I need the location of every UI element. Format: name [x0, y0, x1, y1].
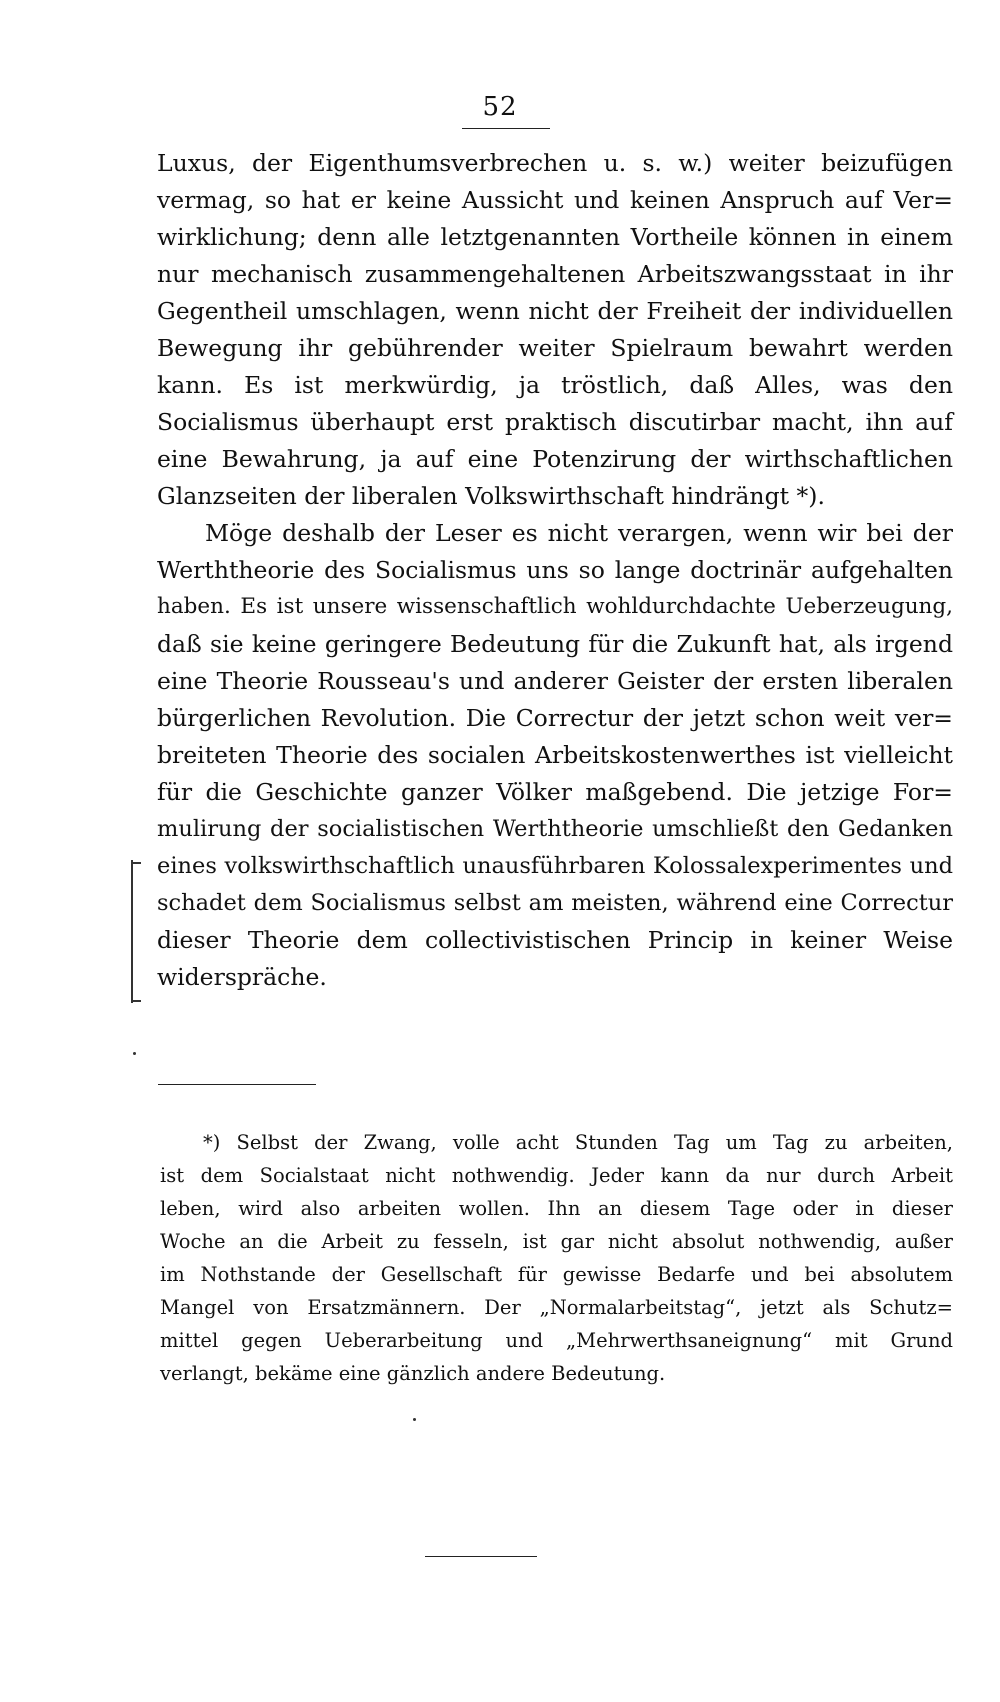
bottom-rule: [425, 1556, 537, 1557]
ink-speck: [133, 1052, 136, 1055]
header-rule: [462, 128, 550, 129]
body-line: schadet dem Socialismus selbst am meisten, während eine Correctur: [157, 890, 953, 916]
body-line: Socialismus überhaupt erst praktisch discutirbar macht, ihn auf: [157, 408, 953, 436]
footnote-line: verlangt, bekäme eine gänzlich andere Bedeutung.: [160, 1362, 666, 1385]
body-line: eine Bewahrung, ja auf eine Potenzirung der wirthschaftlichen: [157, 445, 953, 473]
body-line: Bewegung ihr gebührender weiter Spielraum bewahrt werden: [157, 334, 953, 362]
body-line: nur mechanisch zusammengehaltenen Arbeitszwangsstaat in ihr: [157, 260, 953, 288]
body-line: haben. Es ist unsere wissenschaftlich wohldurchdachte Ueberzeugung,: [157, 594, 953, 619]
body-line: vermag, so hat er keine Aussicht und keinen Anspruch auf Ver=: [157, 186, 953, 214]
body-line: eines volkswirthschaftlich unausführbaren Kolossalexperimentes und: [157, 853, 953, 879]
footnote-rule: [158, 1084, 316, 1085]
body-line: kann. Es ist merkwürdig, ja tröstlich, daß Alles, was den: [157, 371, 953, 399]
body-line: breiteten Theorie des socialen Arbeitskostenwerthes ist vielleicht: [157, 741, 953, 769]
body-line: Luxus, der Eigenthumsverbrechen u. s. w.) weiter beizufügen: [157, 149, 953, 177]
ink-speck: [413, 1418, 416, 1421]
footnote-line: im Nothstande der Gesellschaft für gewisse Bedarfe und bei absolutem: [160, 1263, 953, 1286]
footnote-line: mittel gegen Ueberarbeitung und „Mehrwerthsaneignung“ mit Grund: [160, 1329, 953, 1352]
body-line: Möge deshalb der Leser es nicht verargen, wenn wir bei der: [205, 519, 953, 547]
margin-bracket-mark: [131, 860, 133, 1003]
body-line: daß sie keine geringere Bedeutung für die Zukunft hat, als irgend: [157, 630, 953, 658]
footnote-line: ist dem Socialstaat nicht nothwendig. Jeder kann da nur durch Arbeit: [160, 1164, 953, 1187]
footnote-line: *) Selbst der Zwang, volle acht Stunden Tag um Tag zu arbeiten,: [203, 1131, 953, 1154]
body-line: Glanzseiten der liberalen Volkswirthschaft hindrängt *).: [157, 482, 825, 510]
body-line: wirklichung; denn alle letztgenannten Vortheile können in einem: [157, 223, 953, 251]
body-line: bürgerlichen Revolution. Die Correctur der jetzt schon weit ver=: [157, 704, 953, 732]
footnote-line: Mangel von Ersatzmännern. Der „Normalarbeitstag“, jetzt als Schutz=: [160, 1296, 953, 1319]
footnote-line: Woche an die Arbeit zu fesseln, ist gar nicht absolut nothwendig, außer: [160, 1230, 953, 1253]
body-line: Gegentheil umschlagen, wenn nicht der Freiheit der individuellen: [157, 297, 953, 325]
body-line: für die Geschichte ganzer Völker maßgebend. Die jetzige For=: [157, 778, 953, 806]
body-line: dieser Theorie dem collectivistischen Princip in keiner Weise: [157, 926, 953, 954]
footnote-line: leben, wird also arbeiten wollen. Ihn an diesem Tage oder in dieser: [160, 1197, 953, 1220]
body-line: widerspräche.: [157, 963, 327, 991]
margin-bracket-tick: [133, 862, 141, 864]
body-line: Werththeorie des Socialismus uns so lange doctrinär aufgehalten: [157, 556, 953, 584]
body-line: mulirung der socialistischen Werththeorie umschließt den Gedanken: [157, 816, 953, 842]
margin-bracket-tick: [133, 1000, 141, 1002]
page-number: 52: [482, 92, 518, 122]
body-line: eine Theorie Rousseau's und anderer Geister der ersten liberalen: [157, 667, 953, 695]
